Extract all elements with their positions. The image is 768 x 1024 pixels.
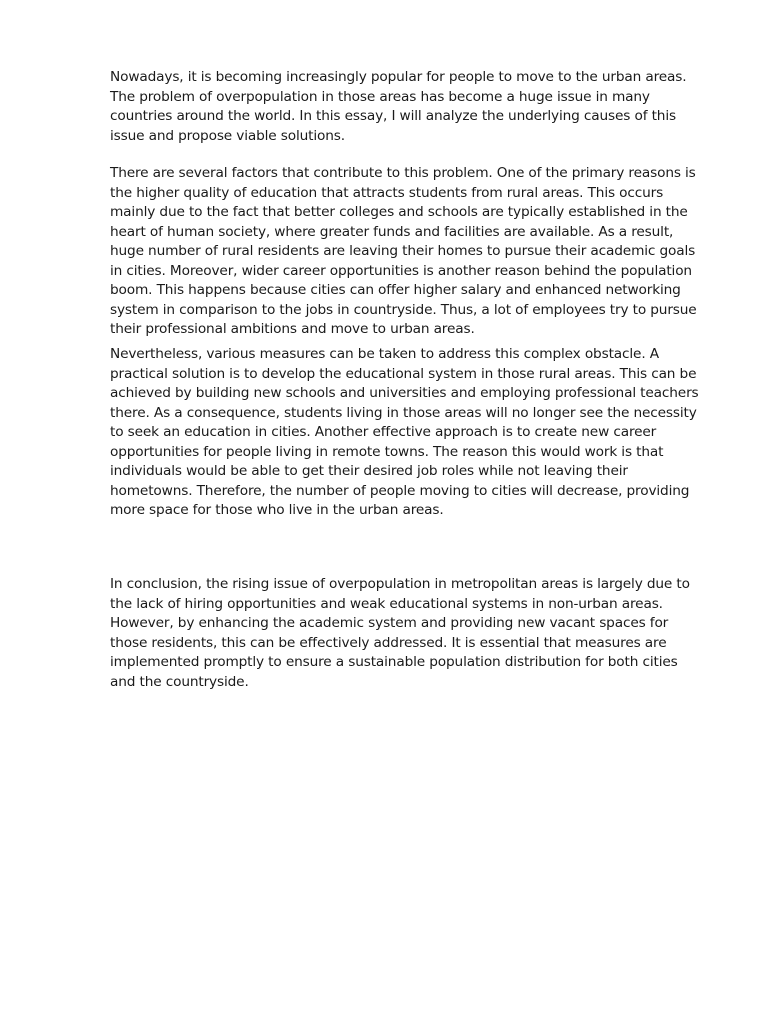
text-line: the higher quality of education that attracts students from rural areas. This occurs: [110, 184, 664, 201]
text-line: more space for those who live in the urban areas.: [110, 502, 444, 518]
text-line: to seek an education in cities. Another effective approach is to create new career: [110, 424, 657, 440]
text-line: system in comparison to the jobs in countryside. Thus, a lot of employees try to pursue: [110, 301, 697, 318]
text-line: their professional ambitions and move to urban areas.: [110, 321, 475, 337]
text-line: countries around the world. In this essay, I will analyze the underlying causes of this: [110, 108, 676, 124]
text-line: boom. This happens because cities can offer higher salary and enhanced networking: [110, 282, 681, 298]
text-line: practical solution is to develop the educational system in those rural areas. This can be: [110, 365, 697, 382]
text-line: Nowadays, it is becoming increasingly popular for people to move to the urban areas.: [110, 69, 687, 85]
text-line: the lack of hiring opportunities and weak educational systems in non-urban areas.: [110, 595, 663, 612]
text-line: In conclusion, the rising issue of overpopulation in metropolitan areas is largely due to: [110, 576, 690, 592]
text-line: heart of human society, where greater funds and facilities are available. As a result,: [110, 223, 674, 240]
text-line: there. As a consequence, students living in those areas will no longer see the necessity: [110, 404, 697, 421]
text-line: hometowns. Therefore, the number of people moving to cities will decrease, providing: [110, 482, 690, 499]
text-line: mainly due to the fact that better colleges and schools are typically established in the: [110, 204, 688, 220]
text-line: and the countryside.: [110, 673, 249, 690]
text-line: Nevertheless, various measures can be taken to address this complex obstacle. A: [110, 346, 659, 362]
text-line: issue and propose viable solutions.: [110, 127, 345, 144]
text-line: opportunities for people living in remote towns. The reason this would work is that: [110, 443, 664, 460]
text-line: individuals would be able to get their desired job roles while not leaving their: [110, 463, 628, 479]
text-line: achieved by building new schools and universities and employing professional teachers: [110, 385, 699, 401]
text-line: There are several factors that contribute to this problem. One of the primary reasons is: [110, 165, 696, 181]
paragraph-solutions: [110, 345, 710, 521]
text-line: in cities. Moreover, wider career opportunities is another reason behind the population: [110, 262, 692, 279]
paragraph-introduction: [110, 68, 710, 146]
text-line: However, by enhancing the academic system and providing new vacant spaces for: [110, 615, 669, 631]
text-line: those residents, this can be effectively addressed. It is essential that measures are: [110, 634, 667, 651]
paragraph-causes: [110, 164, 710, 340]
text-line: The problem of overpopulation in those areas has become a huge issue in many: [110, 88, 650, 105]
text-line: huge number of rural residents are leaving their homes to pursue their academic goals: [110, 243, 696, 259]
text-line: implemented promptly to ensure a sustainable population distribution for both cities: [110, 654, 678, 670]
paragraph-conclusion: [110, 575, 710, 692]
